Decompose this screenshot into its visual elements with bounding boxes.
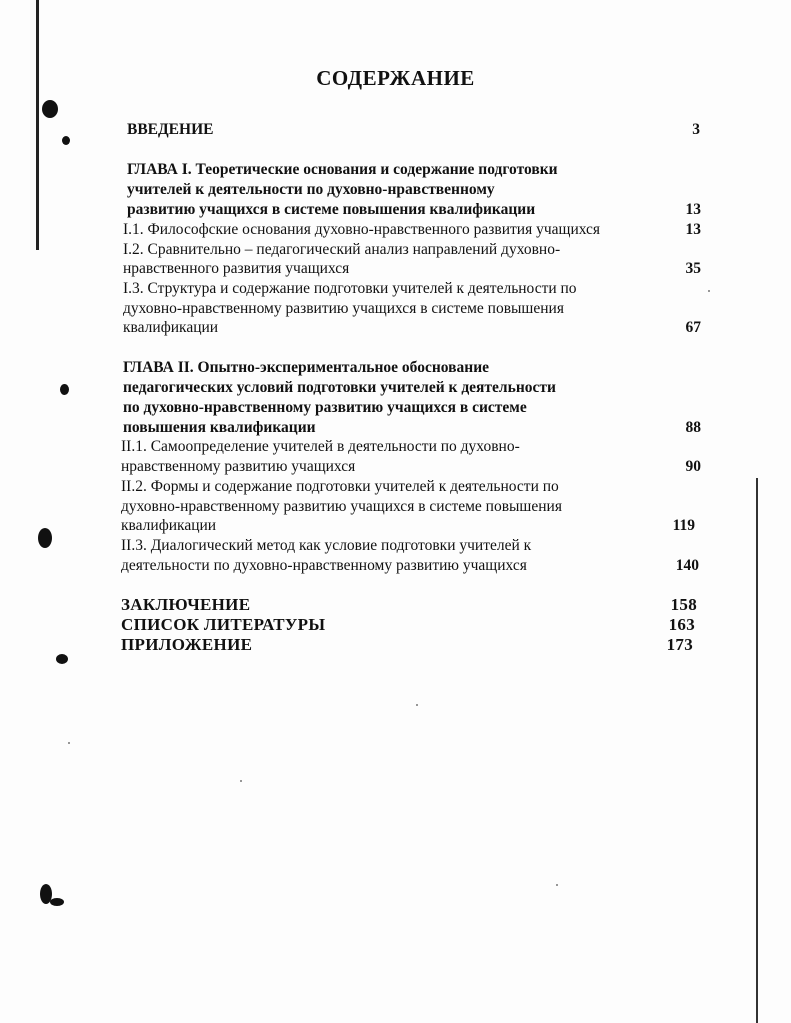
- section-1-1-page: 13: [685, 221, 701, 238]
- section-1-3-line: I.3. Структура и содержание подготовки учителей к деятельности по: [123, 280, 577, 297]
- section-2-3-line: II.3. Диалогический метод как условие подготовки учителей к: [121, 537, 532, 554]
- chapter2-page: 88: [685, 419, 701, 436]
- section-2-3-page: 140: [675, 557, 699, 574]
- toc-appendix-page: 173: [666, 635, 693, 654]
- chapter2-title-line: по духовно-нравственному развитию учащихся в системе: [123, 399, 527, 416]
- chapter2-title-line: ГЛАВА II. Опытно-экспериментальное обоснование: [123, 359, 490, 376]
- chapter2-title-line: повышения квалификации: [123, 419, 316, 436]
- chapter1-title-line: учителей к деятельности по духовно-нравственному: [127, 181, 495, 198]
- section-2-2-page: 119: [672, 517, 695, 534]
- section-2-2-line: духовно-нравственному развитию учащихся в системе повышения: [121, 498, 562, 515]
- chapter2-title-line: педагогических условий подготовки учителей к деятельности: [123, 379, 556, 396]
- section-2-2-line: квалификации: [121, 517, 217, 534]
- chapter1-title-line: ГЛАВА I. Теоретические основания и содержание подготовки: [127, 161, 558, 178]
- toc-intro-page: 3: [692, 121, 700, 138]
- section-2-1-line: II.1. Самоопределение учителей в деятельности по духовно-: [121, 438, 520, 455]
- toc-conclusion-label: ЗАКЛЮЧЕНИЕ: [121, 595, 251, 614]
- toc-appendix-label: ПРИЛОЖЕНИЕ: [121, 635, 253, 654]
- toc-references-label: СПИСОК ЛИТЕРАТУРЫ: [121, 615, 326, 634]
- toc-references-page: 163: [668, 615, 695, 634]
- chapter1-page: 13: [685, 201, 701, 218]
- section-1-2-line: I.2. Сравнительно – педагогический анализ направлений духовно-: [123, 241, 561, 258]
- toc-intro-label: ВВЕДЕНИЕ: [127, 121, 214, 138]
- section-1-3-page: 67: [685, 319, 701, 336]
- section-1-3-line: духовно-нравственному развитию учащихся в системе повышения: [123, 300, 564, 317]
- chapter1-title-line: развитию учащихся в системе повышения квалификации: [127, 201, 536, 218]
- section-1-2-line: нравственного развития учащихся: [123, 260, 350, 277]
- page-title: СОДЕРЖАНИЕ: [316, 66, 475, 90]
- section-1-3-line: квалификации: [123, 319, 219, 336]
- section-2-2-line: II.2. Формы и содержание подготовки учителей к деятельности по: [121, 478, 559, 495]
- toc-conclusion-page: 158: [670, 595, 697, 614]
- section-1-2-page: 35: [685, 260, 701, 277]
- section-1-1-line: I.1. Философские основания духовно-нравственного развития учащихся: [123, 221, 601, 238]
- section-2-1-page: 90: [685, 458, 701, 475]
- section-2-3-line: деятельности по духовно-нравственному развитию учащихся: [121, 557, 527, 574]
- section-2-1-line: нравственному развитию учащихся: [121, 458, 356, 475]
